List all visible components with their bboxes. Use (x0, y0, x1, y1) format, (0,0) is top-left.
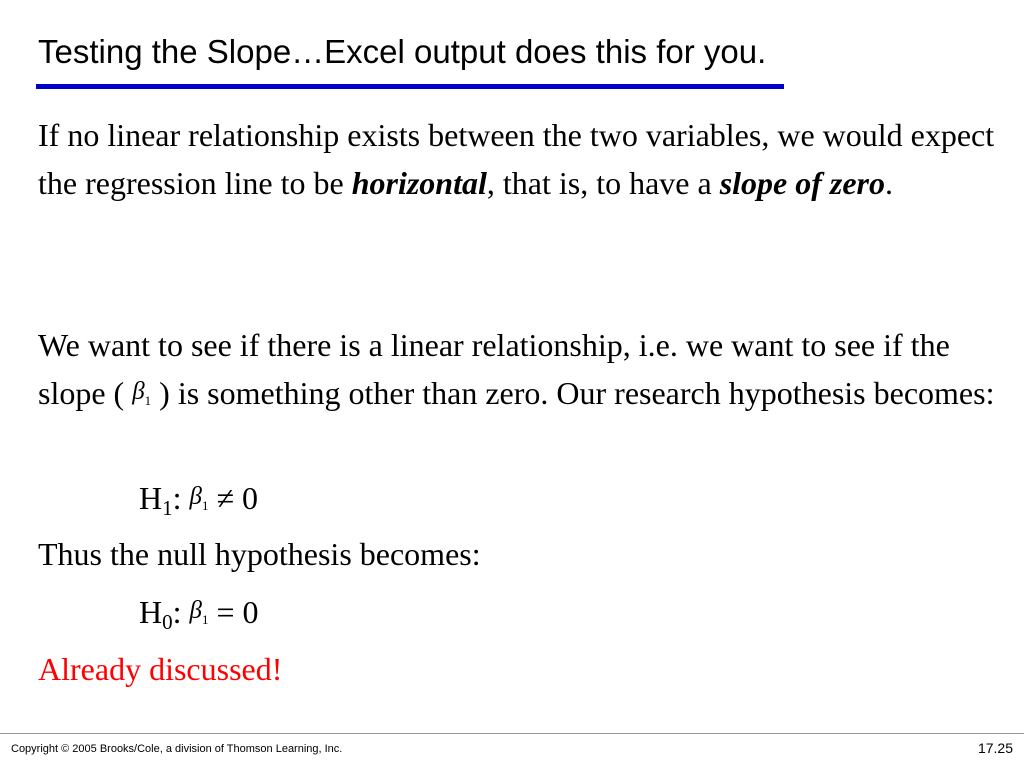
beta-one-symbol (189, 483, 209, 513)
beta-subscript: 1 (144, 393, 152, 408)
paragraph1-text-2: , that is, to have a (486, 165, 720, 201)
beta-subscript: 1 (201, 498, 209, 513)
h0-colon: : (172, 594, 182, 630)
slide-number: 17.25 (977, 740, 1013, 756)
paragraph-research-hypothesis (38, 321, 1013, 430)
footer-copyright: Copyright © 2005 Brooks/Cole, a division of Thomson Learning, Inc. (11, 743, 343, 755)
paragraph1-text-3: . (885, 165, 893, 201)
footer-divider (0, 733, 1024, 734)
emphasis-horizontal: horizontal (351, 165, 487, 201)
beta-letter: β (189, 597, 202, 624)
title-underline (36, 84, 784, 89)
beta-subscript: 1 (201, 612, 209, 627)
beta-one-symbol (132, 378, 152, 408)
h0-letter: H (139, 594, 163, 630)
h0-subscript: 0 (162, 610, 173, 634)
null-hypothesis-equation (139, 588, 259, 649)
research-hypothesis-equation (139, 474, 258, 535)
beta-letter: β (189, 483, 202, 510)
beta-letter: β (132, 378, 145, 405)
emphasis-slope-of-zero: slope of zero (719, 165, 885, 201)
paragraph2-text-1: We want to see if there is a linear relationship, i.e. we want to see if the slope ( (38, 327, 950, 411)
null-hypothesis-intro: Thus the null hypothesis becomes: (38, 536, 481, 572)
h0-relation: = 0 (208, 594, 259, 630)
already-discussed-note: Already discussed! (38, 651, 283, 687)
h1-letter: H (139, 480, 163, 516)
beta-one-symbol (189, 597, 209, 627)
h1-colon: : (172, 480, 182, 516)
paragraph-horizontal-line (38, 111, 1013, 207)
h1-subscript: 1 (162, 496, 173, 520)
paragraph2-text-2: ) is something other than zero. Our research hypothesis becomes: (151, 375, 995, 411)
slide-title: Testing the Slope…Excel output does this for you. (38, 33, 767, 70)
paragraph1-text-1: If no linear relationship exists between the two variables, we would expect the regression line to be (38, 117, 995, 201)
h1-relation: ≠ 0 (208, 480, 259, 516)
